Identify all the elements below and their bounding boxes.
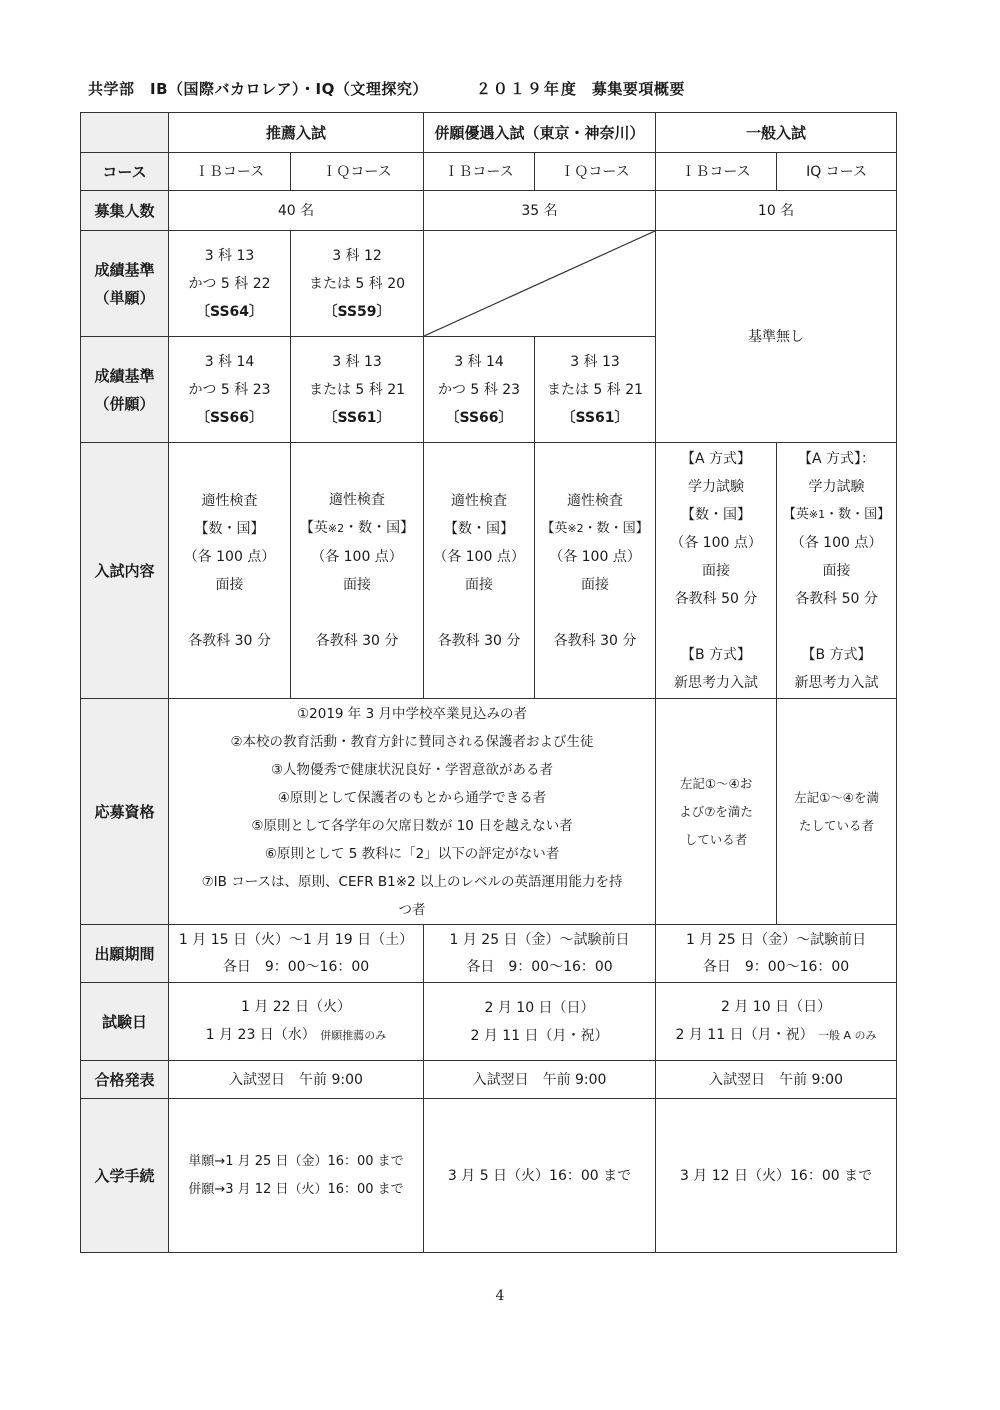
criteria-single-combined-na [424, 231, 656, 337]
header-combined: 併願優遇入試（東京・神奈川） [424, 113, 656, 153]
qualification-item: ②本校の教育活動・教育方針に賛同される保護者および生徒 [230, 733, 594, 750]
row-header-capacity: 募集人数 [81, 191, 169, 231]
row-header-criteria-combined: 成績基準 （併願） [81, 337, 169, 443]
qualification-general-iq: 左記①～④を満 たしている者 [777, 699, 897, 925]
period-row [81, 925, 897, 983]
qualification-item: ⑤原則として各学年の欠席日数が 10 日を越えない者 [251, 817, 573, 834]
exam-date-recommendation: 1 月 22 日（火） 1 月 23 日（水） 併願推薦のみ [169, 983, 424, 1061]
criteria-combined-rec-ib: 3 科 14 かつ 5 科 23 〔SS66〕 [169, 337, 291, 443]
page-number: 4 [495, 1288, 505, 1304]
qualification-item: ①2019 年 3 月中学校卒業見込みの者 [297, 705, 527, 722]
page-title [88, 78, 685, 99]
capacity-row [81, 191, 897, 231]
row-header-criteria-single: 成績基準 （単願） [81, 231, 169, 337]
exam-date-combined: 2 月 10 日（日） 2 月 11 日（月・祝） [424, 983, 656, 1061]
header-general: 一般入試 [656, 113, 897, 153]
row-header-exam-date: 試験日 [81, 983, 169, 1061]
corner-cell [81, 113, 169, 153]
criteria-general: 基準無し [656, 231, 897, 443]
criteria-single-ib: 3 科 13 かつ 5 科 22 〔SS64〕 [169, 231, 291, 337]
enrollment-recommendation: 単願→1 月 25 日（金）16：00 まで 併願→3 月 12 日（火）16：00 まで [169, 1099, 424, 1253]
qualification-item: ⑦IB コースは、原則、CEFR B1※2 以上のレベルの英語運用能力を持 [201, 873, 623, 890]
qualification-row [81, 699, 897, 925]
criteria-combined-iq: 3 科 13 または 5 科 21 〔SS61〕 [535, 337, 656, 443]
course-row [81, 153, 897, 191]
period-general: 1 月 25 日（金）～試験前日 各日 9：00～16：00 [656, 925, 897, 983]
announcement-combined: 入試翌日 午前 9:00 [424, 1061, 656, 1099]
row-header-content: 入試内容 [81, 443, 169, 699]
title-summary: 募集要項概要 [591, 80, 685, 98]
enrollment-row [81, 1099, 897, 1253]
announcement-recommendation: 入試翌日 午前 9:00 [169, 1061, 424, 1099]
content-gen-iq: 【A 方式】： 学力試験 【英※1・数・国】 （各 100 点） 面接 各教科 50 分 【B 方式】 新思考力入試 [777, 443, 897, 699]
course-comb-ib: ＩＢコース [424, 153, 535, 191]
content-rec-ib: 適性検査 【数・国】 （各 100 点） 面接 各教科 30 分 [169, 443, 291, 699]
content-comb-ib: 適性検査 【数・国】 （各 100 点） 面接 各教科 30 分 [424, 443, 535, 699]
content-comb-iq: 適性検査 【英※2・数・国】 （各 100 点） 面接 各教科 30 分 [535, 443, 656, 699]
exam-date-general: 2 月 10 日（日） 2 月 11 日（月・祝） 一般 A のみ [656, 983, 897, 1061]
criteria-single-iq: 3 科 12 または 5 科 20 〔SS59〕 [291, 231, 424, 337]
row-header-qualification: 応募資格 [81, 699, 169, 925]
row-header-announcement: 合格発表 [81, 1061, 169, 1099]
diagonal-line [424, 231, 655, 336]
course-rec-ib: ＩＢコース [169, 153, 291, 191]
content-gen-ib: 【A 方式】 学力試験 【数・国】 （各 100 点） 面接 各教科 50 分 【B 方式】 新思考力入試 [656, 443, 777, 699]
admissions-table [80, 112, 897, 1253]
course-gen-iq: IQ コース [777, 153, 897, 191]
qualification-item: ⑥原則として 5 教科に「2」以下の評定がない者 [264, 845, 560, 862]
criteria-combined-ib: 3 科 14 かつ 5 科 23 〔SS66〕 [424, 337, 535, 443]
course-gen-ib: ＩＢコース [656, 153, 777, 191]
content-row [81, 443, 897, 699]
qualification-item: ③人物優秀で健康状況良好・学習意欲がある者 [270, 761, 554, 778]
announcement-general: 入試翌日 午前 9:00 [656, 1061, 897, 1099]
qualification-item: つ者 [398, 901, 426, 918]
qualification-general-ib: 左記①～④お よび⑦を満た している者 [656, 699, 777, 925]
period-combined: 1 月 25 日（金）～試験前日 各日 9：00～16：00 [424, 925, 656, 983]
course-rec-iq: ＩＱコース [291, 153, 424, 191]
exam-type-row [81, 113, 897, 153]
capacity-combined: 35 名 [424, 191, 656, 231]
content-rec-iq: 適性検査 【英※2・数・国】 （各 100 点） 面接 各教科 30 分 [291, 443, 424, 699]
qualifications-list [169, 699, 656, 925]
enrollment-combined: 3 月 5 日（火）16：00 まで [424, 1099, 656, 1253]
announcement-row [81, 1061, 897, 1099]
row-header-enrollment: 入学手続 [81, 1099, 169, 1253]
title-year: ２０１９年度 [475, 80, 578, 98]
qualification-item: ④原則として保護者のもとから通学できる者 [277, 789, 547, 806]
title-text: 共学部 IB（国際バカロレア）・IQ（文理探究） [88, 80, 428, 98]
criteria-combined-rec-iq: 3 科 13 または 5 科 21 〔SS61〕 [291, 337, 424, 443]
enrollment-general: 3 月 12 日（火）16：00 まで [656, 1099, 897, 1253]
capacity-general: 10 名 [656, 191, 897, 231]
period-recommendation: 1 月 15 日（火）～1 月 19 日（土） 各日 9：00～16：00 [169, 925, 424, 983]
row-header-course: コース [81, 153, 169, 191]
criteria-single-row [81, 231, 897, 337]
exam-date-row [81, 983, 897, 1061]
capacity-recommendation: 40 名 [169, 191, 424, 231]
header-recommendation: 推薦入試 [169, 113, 424, 153]
row-header-period: 出願期間 [81, 925, 169, 983]
course-comb-iq: ＩＱコース [535, 153, 656, 191]
